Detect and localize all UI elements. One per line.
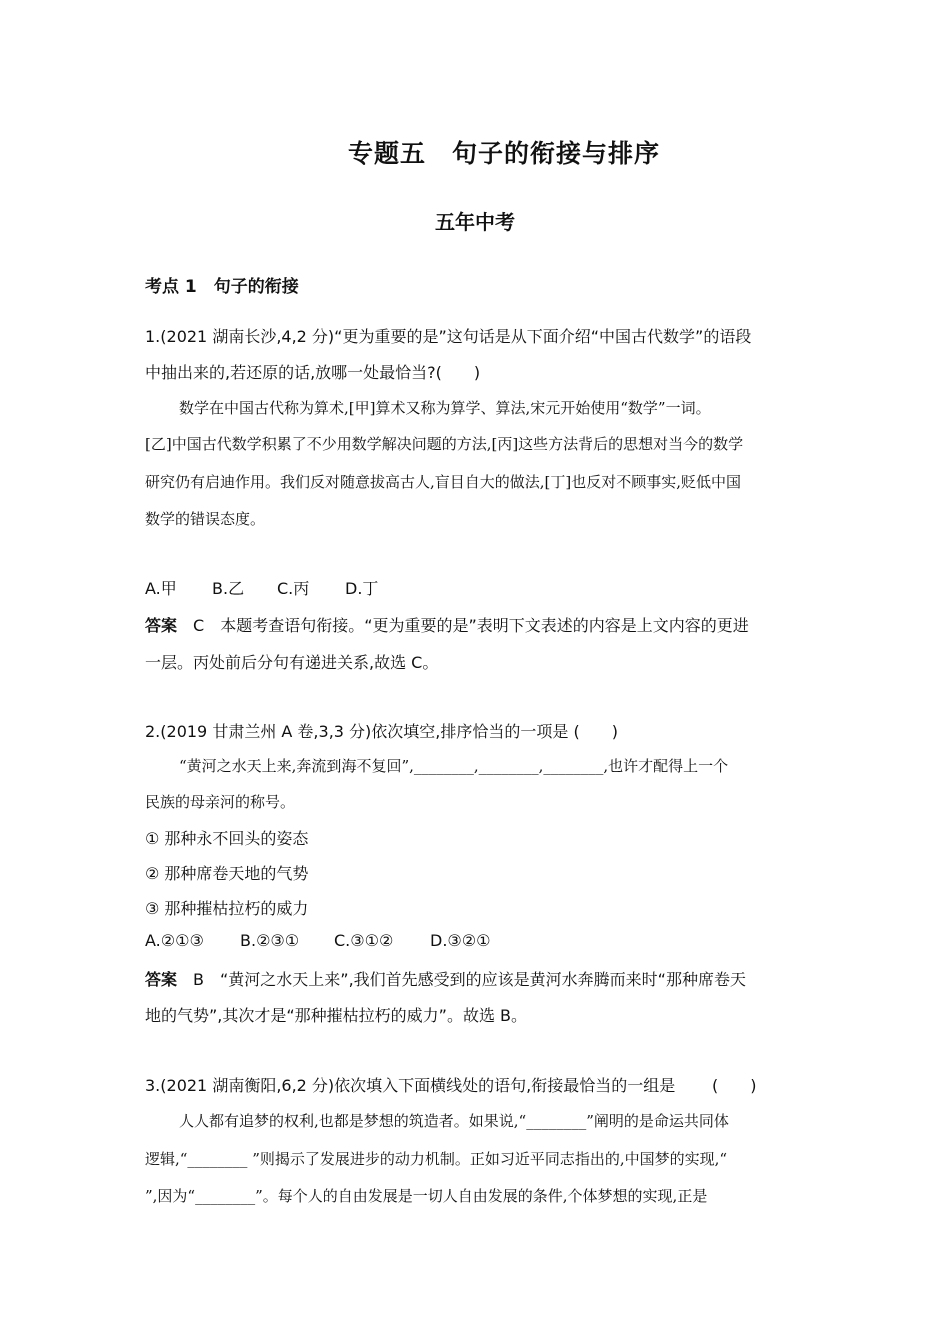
q1-passage-line-3: 研究仍有启迪作用。我们反对随意拔高古人,盲目自大的做法,[丁]也反对不顾事实,贬低中国	[145, 473, 742, 491]
q1-stem-line-2: 中抽出来的,若还原的话,放哪一处最恰当?( )	[145, 363, 481, 382]
q2-option-a: A.②①③	[145, 931, 204, 950]
q2-passage-line-1: “黄河之水天上来,奔流到海不复回”,________,________,________,也许才配得上一个	[179, 757, 729, 775]
q1-answer-line-1	[145, 613, 749, 636]
answer-label: 答案	[145, 970, 178, 989]
page-subtitle: 五年中考	[435, 210, 515, 234]
q3-passage-line-2: 逻辑,“________ ”则揭示了发展进步的动力机制。正如习近平同志指出的,中国梦的实现,“	[145, 1150, 728, 1168]
q3-stem-paren: ( )	[712, 1076, 757, 1095]
q1-passage-line-4: 数学的错误态度。	[145, 510, 266, 528]
q1-stem-line-1: 1.(2021 湖南长沙,4,2 分)“更为重要的是”这句话是从下面介绍“中国古代数学”的语段	[145, 327, 752, 346]
q1-answer-line-2: 一层。丙处前后分句有递进关系,故选 C。	[145, 653, 439, 672]
q3-passage-line-3: ”,因为“________”。每个人的自由发展是一切人自由发展的条件,个体梦想的实现,正是	[145, 1187, 708, 1205]
q1-answer-text: C 本题考查语句衔接。“更为重要的是”表明下文表述的内容是上文内容的更进	[193, 616, 749, 635]
q2-item-3: ③ 那种摧枯拉朽的威力	[145, 899, 309, 918]
q2-stem: 2.(2019 甘肃兰州 A 卷,3,3 分)依次填空,排序恰当的一项是 ( )	[145, 722, 618, 741]
q3-stem: 3.(2021 湖南衡阳,6,2 分)依次填入下面横线处的语句,衔接最恰当的一组是	[145, 1076, 676, 1095]
q2-option-c: C.③①②	[334, 931, 394, 950]
q2-answer-line-1	[145, 967, 746, 990]
q2-passage-line-2: 民族的母亲河的称号。	[145, 793, 296, 811]
q1-option-b: B.乙	[212, 579, 245, 598]
q2-answer-line-2: 地的气势”,其次才是“那种摧枯拉朽的威力”。故选 B。	[145, 1006, 528, 1025]
q2-item-2: ② 那种席卷天地的气势	[145, 864, 309, 883]
q1-option-d: D.丁	[345, 579, 379, 598]
q2-answer-text: B “黄河之水天上来”,我们首先感受到的应该是黄河水奔腾而来时“那种席卷天	[193, 970, 746, 989]
page-title: 专题五 句子的衔接与排序	[347, 139, 660, 168]
q2-option-b: B.②③①	[240, 931, 300, 950]
q1-option-c: C.丙	[277, 579, 310, 598]
q1-option-a: A.甲	[145, 579, 177, 598]
q1-passage-line-1: 数学在中国古代称为算术,[甲]算术又称为算学、算法,宋元开始使用“数学”一词。	[179, 399, 711, 417]
section-heading: 考点 1 句子的衔接	[145, 277, 299, 297]
q2-item-1: ① 那种永不回头的姿态	[145, 829, 309, 848]
q3-passage-line-1: 人人都有追梦的权利,也都是梦想的筑造者。如果说,“________”阐明的是命运共同体	[179, 1112, 729, 1130]
q2-option-d: D.③②①	[430, 931, 491, 950]
answer-label: 答案	[145, 616, 178, 635]
q1-passage-line-2: [乙]中国古代数学积累了不少用数学解决问题的方法,[丙]这些方法背后的思想对当今的数学	[145, 435, 744, 453]
